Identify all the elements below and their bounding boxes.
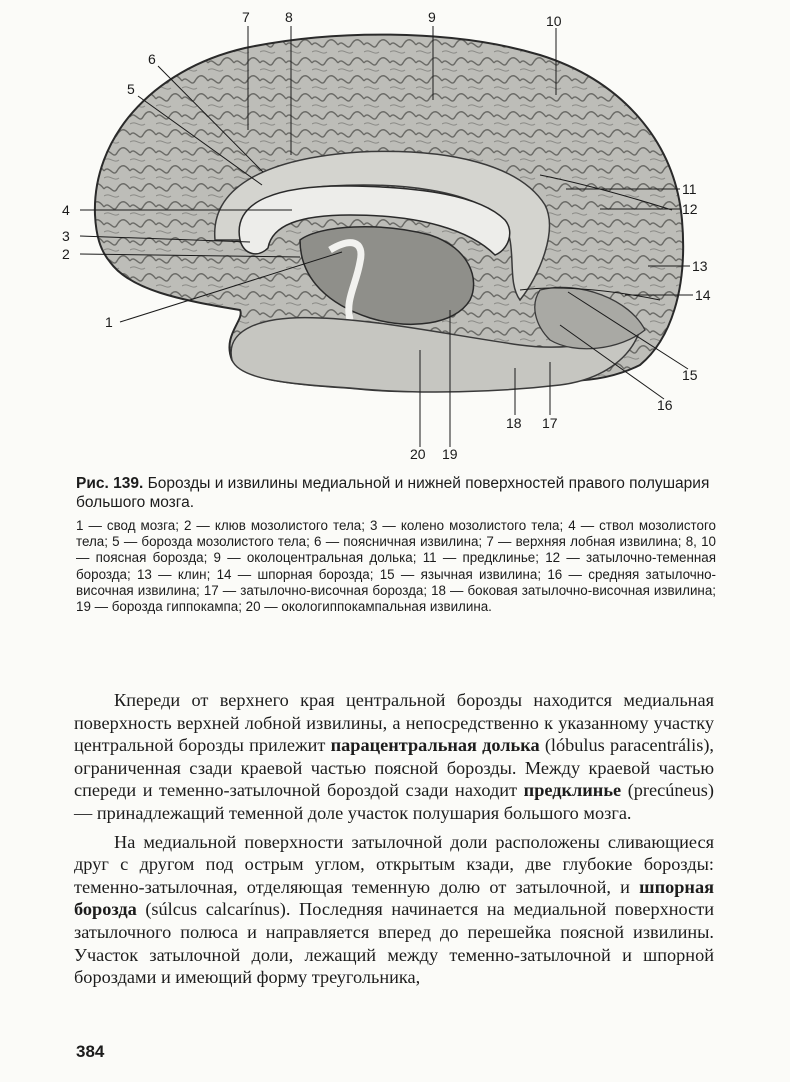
- p1-text-e: (precúneus) — принадлежащий теменной доле участок полушария большого мозга.: [74, 780, 714, 823]
- label-7: 7: [242, 9, 250, 25]
- label-15: 15: [682, 367, 698, 383]
- label-1: 1: [105, 314, 113, 330]
- label-11: 11: [682, 181, 697, 197]
- brain-medial-surface-drawing: [0, 0, 790, 470]
- label-10: 10: [546, 13, 562, 29]
- label-19: 19: [442, 446, 458, 462]
- label-9: 9: [428, 9, 436, 25]
- label-20: 20: [410, 446, 426, 462]
- label-6: 6: [148, 51, 156, 67]
- label-8: 8: [285, 9, 293, 25]
- label-12: 12: [682, 201, 698, 217]
- page-number: 384: [76, 1042, 105, 1061]
- label-5: 5: [127, 81, 135, 97]
- term-precuneus: предклинье: [523, 780, 622, 801]
- paragraph-1: [74, 689, 714, 825]
- term-calcarine-sulcus: шпорная борозда: [74, 876, 714, 920]
- figure-number: Рис. 139.: [76, 475, 144, 492]
- label-3: 3: [62, 228, 70, 244]
- paragraph-2: [74, 831, 714, 989]
- label-16: 16: [657, 397, 673, 413]
- body-text: [74, 689, 714, 995]
- label-14: 14: [695, 287, 711, 303]
- label-13: 13: [692, 258, 708, 274]
- label-2: 2: [62, 246, 70, 262]
- brain-illustration: [0, 0, 790, 470]
- term-paracentral-lobule: парацентральная долька: [330, 735, 540, 756]
- p2-text-c: (súlcus calcarínus). Последняя начинается на медиальной поверхности затылочного полюса и направляется вперед до перешейка поясной извилины. Участок затылочной доли, лежащий между теменно-затылочной и шпорной бороздами и имеющий форму треугольника,: [74, 899, 714, 988]
- p2-text-a: На медиальной поверхности затылочной доли расположены сливающиеся друг с другом под острым углом, открытым кзади, две глубокие борозды: теменно-затылочная, отделяющая теменную долю от затылочной, и: [74, 831, 714, 897]
- label-17: 17: [542, 415, 558, 431]
- label-18: 18: [506, 415, 522, 431]
- figure-caption: [76, 474, 716, 615]
- p1-text-a: Кпереди от верхнего края центральной борозды находится медиальная поверхность верхней лобной извилины, а непосредственно к указанному участку центральной борозды прилежит: [74, 690, 714, 756]
- p1-text-c: (lóbulus paracentrális), ограниченная сзади краевой частью поясной борозды. Между краевой частью спереди и теменно-затылочной бороздой сзади находит: [74, 735, 714, 801]
- label-4: 4: [62, 202, 70, 218]
- figure-legend: 1 — свод мозга; 2 — клюв мозолистого тела; 3 — колено мозолистого тела; 4 — ствол мозолистого тела; 5 — борозда мозолистого тела; 6 — поясничная извилина; 7 — верхняя лобная извилина; 8, 10 — поясная борозда; 9 — околоцентральная долька; 11 — предклинье; 12 — затылочно-теменная борозда; 13 — клин; 14 — шпорная борозда; 15 — язычная извилина; 16 — средняя затылочно-височная извилина; 17 — затылочно-височная борозда; 18 — боковая затылочно-височная извилина; 19 — борозда гиппокампа; 20 — окологиппокампальная извилина.: [76, 518, 716, 615]
- caption-title: [76, 474, 716, 512]
- figure-title: Борозды и извилины медиальной и нижней поверхностей правого полушария большого мозга.: [76, 475, 710, 511]
